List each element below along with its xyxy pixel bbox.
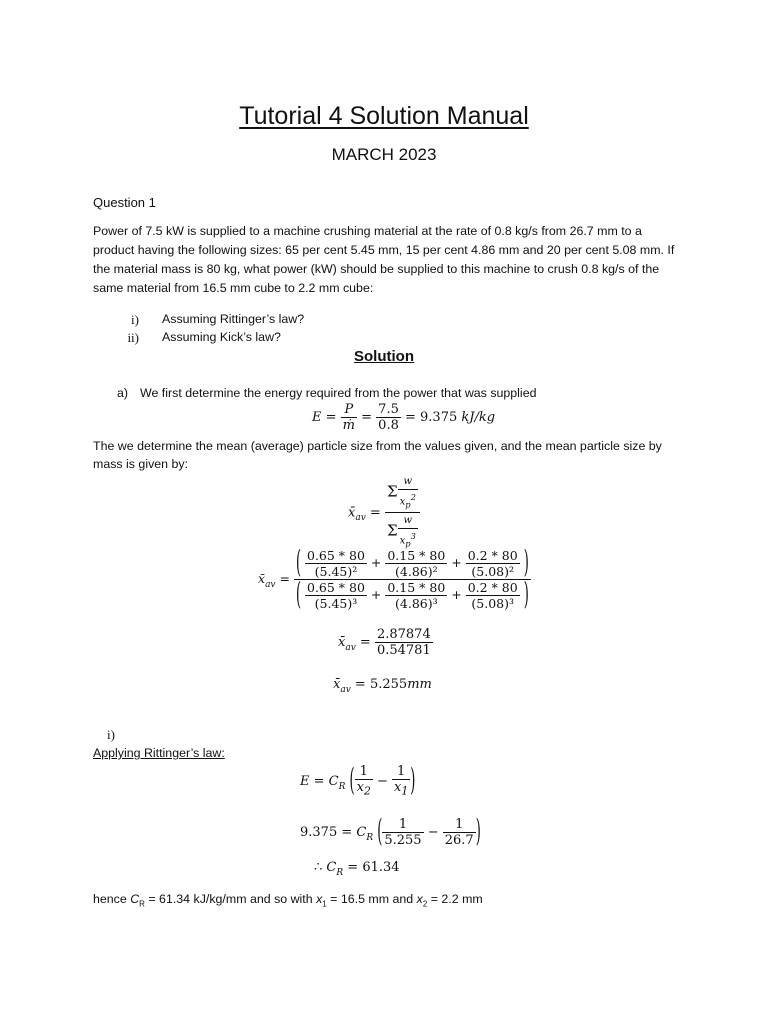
hence-statement: hence $C_R = 61.34$ kJ/kg/mm and so with $x_1 = 16.5$ mm and $x_2 = 2.2$ mm [93, 892, 483, 909]
step-a-label: a) [117, 386, 129, 400]
question-item-text: Assuming Kick’s law? [162, 330, 281, 344]
equation-mean-definition: $x̄_{av}$ = Σ $\frac{w}{x_p^2}$ Σ $\frac{w}{x_p^3}$ [348, 474, 420, 552]
question-item-number: ii) [127, 330, 139, 345]
question-item-number: i) [131, 312, 139, 327]
equation-cr-result: ∴ $C_R = 61.34$ [314, 860, 400, 878]
equation-mean-result: $x̄_{av} = 5.255mm$ [333, 677, 432, 695]
question-heading: Question 1 [93, 195, 156, 210]
equation-rittinger: $E = C_R$ ( $\frac{1}{x_2}$ − $\frac{1}{x_1}$ ) [300, 763, 416, 800]
document-title: Tutorial 4 Solution Manual [239, 102, 529, 130]
document-date: MARCH 2023 [331, 145, 437, 164]
equation-mean-ratio: $x̄_{av}$ = $\frac{2.87874}{0.54781}$ [338, 627, 431, 658]
question-body: Power of 7.5 kW is supplied to a machine crushing material at the rate of 0.8 kg/s from 26.7 mm to a product having the following sizes: 65 per cent 5.45 mm, 15 per cent 4.86 mm and 20 per cent 5.08 mm. If the material mass is 80 kg, what power (kW) should be supplied to this machine to crush 0.8 kg/s of the same material from 16.5 mm cube to 2.2 mm cube: [93, 224, 675, 295]
solution-heading: Solution [354, 348, 414, 365]
equation-mean-expanded: $x̄_{av}$ = ( $\frac{0.65 * 80}{\text{(5.45)²}}$ + $\frac{0.15 * 80}{\text{(4.86)²}}$ + $\frac{0.2 * 80}{\text{(5.08)²}}$ ) ( $\frac{0.65 * 80}{\text{(5.45)³}}$ + $\frac{0.15 * 80}{\text{(4.86)³}}$ + $\frac{0.2 * 80}{\text{(5.08)³}}$ ) [258, 545, 529, 614]
step-a-text: We first determine the energy required from the power that was supplied [140, 386, 537, 400]
equation-energy: E = $\frac{P}{\text{ṁ}}$ = $\frac{7.5}{0.8}$ = 9.375 kJ/kg [312, 402, 496, 433]
part-i-label: i) [107, 727, 115, 742]
equation-rittinger-substituted: $9.375 = C_R$ ( $\frac{1}{5.255}$ − $\frac{1}{26.7}$ ) [300, 814, 481, 851]
rittinger-heading: Applying Rittinger’s law: [93, 746, 225, 760]
mean-intro: The we determine the mean (average) particle size from the values given, and the mean particle size by mass is given by: [93, 439, 662, 471]
question-item-text: Assuming Rittinger’s law? [162, 312, 305, 326]
